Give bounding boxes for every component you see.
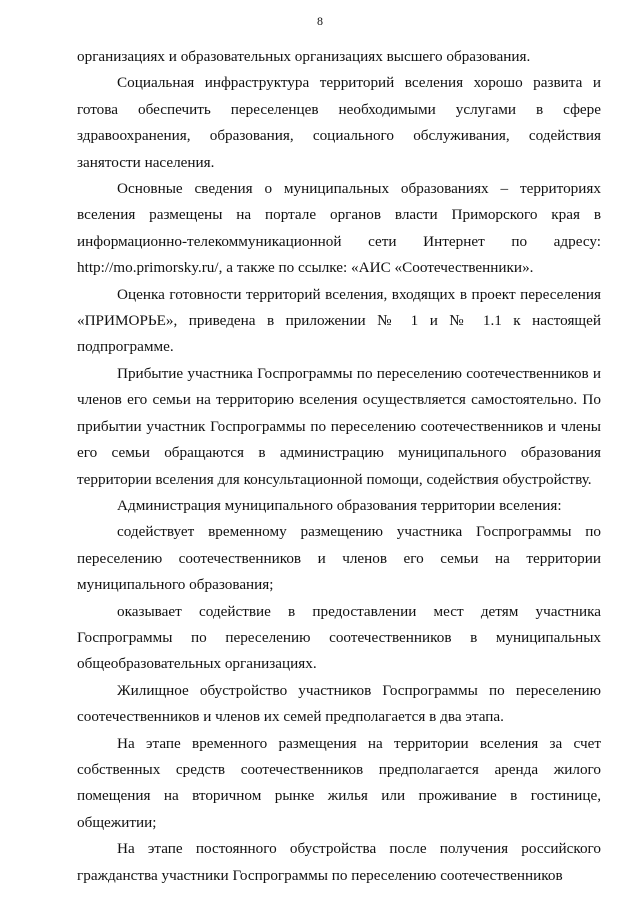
paragraph-basic-info: Основные сведения о муниципальных образованиях – территориях вселения размещены на портале органов власти Приморского края в информационно-телекоммуникационной сети Интернет по адресу: http://mo.primorsky.ru/, а также по ссылке: «АИС «Соотечественники». (77, 180, 601, 277)
paragraph-social-infrastructure: Социальная инфраструктура территорий вселения хорошо развита и готова обеспечить переселенцев необходимыми услугами в сфере здравоохранения, образования, социального обслуживания, содействия занятости населения. (77, 74, 601, 171)
paragraph-permanent-stage: На этапе постоянного обустройства после получения российского гражданства участники Госпрограммы по переселению соотечественников (77, 840, 601, 884)
paragraph-administration: Администрация муниципального образования территории вселения: (117, 496, 562, 514)
paragraph-readiness-assessment: Оценка готовности территорий вселения, входящих в проект переселения «ПРИМОРЬЕ», приведена в приложении № 1 и № 1.1 к настоящей подпрограмме. (77, 285, 601, 356)
paragraph-school-assistance: оказывает содействие в предоставлении мест детям участника Госпрограммы по переселению соотечественников в муниципальных общеобразовательных организациях. (77, 602, 601, 673)
document-body (77, 44, 601, 889)
paragraph-housing-stages: Жилищное обустройство участников Госпрограммы по переселению соотечественников и членов их семей предполагается в два этапа. (77, 681, 601, 726)
paragraph-temporary-placement: содействует временному размещению участника Госпрограммы по переселению соотечественников и членов его семьи на территории муниципального образования; (77, 523, 601, 594)
paragraph-temporary-stage: На этапе временного размещения на территории вселения за счет собственных средств соотечественников предполагается аренда жилого помещения на вторичном рынке жилья или проживание в гостинице, общежитии; (77, 734, 601, 831)
paragraph-continuation: организациях и образовательных организациях высшего образования. (77, 48, 531, 65)
page-number: 8 (317, 14, 323, 28)
paragraph-arrival: Прибытие участника Госпрограммы по переселению соотечественников и членов его семьи на территорию вселения осуществляется самостоятельно. По прибытии участник Госпрограммы по переселению соотечественников и члены его семьи обращаются в администрацию муниципального образования территории вселения для консультационной помощи, содействия обустройству. (77, 364, 601, 488)
